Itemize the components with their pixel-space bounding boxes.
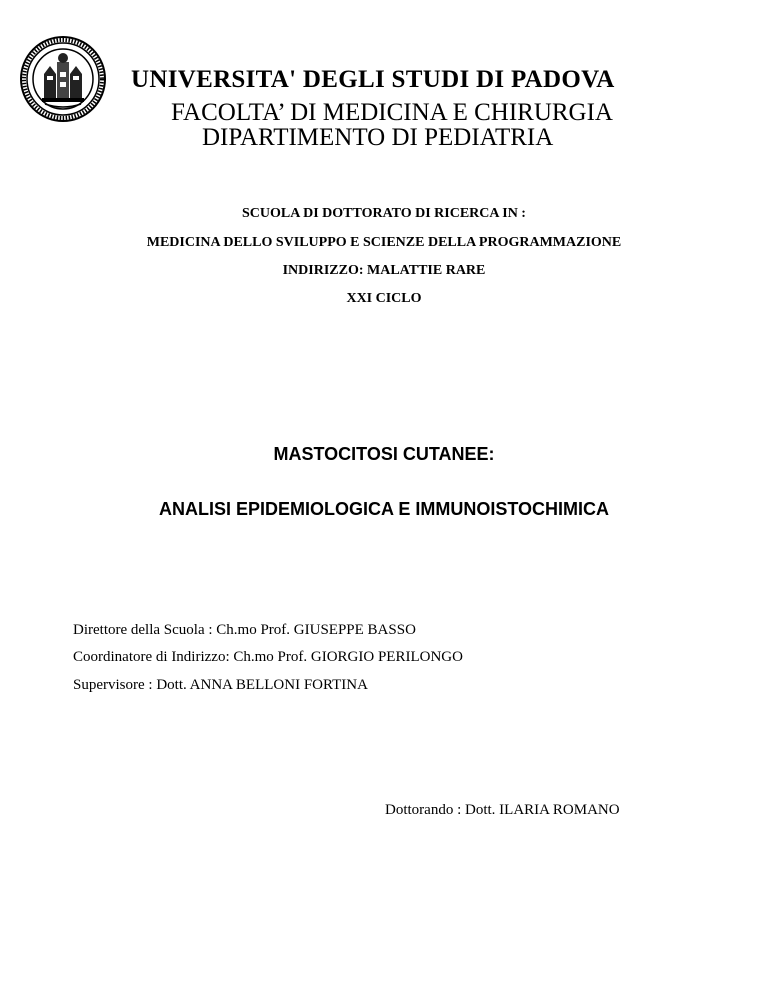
doctoral-program: MEDICINA DELLO SVILUPPO E SCIENZE DELLA PROGRAMMAZIONE xyxy=(146,235,622,250)
department-name: DIPARTIMENTO DI PEDIATRIA xyxy=(202,124,554,151)
program-cycle: XXI CICLO xyxy=(346,291,422,306)
school-director: Direttore della Scuola : Ch.mo Prof. GIUSEPPE BASSO xyxy=(73,622,416,638)
supervisor: Supervisore : Dott. ANNA BELLONI FORTINA xyxy=(73,677,368,693)
thesis-title-line2: ANALISI EPIDEMIOLOGICA E IMMUNOISTOCHIMICA xyxy=(158,499,609,519)
faculty-name: FACOLTA’ DI MEDICINA E CHIRURGIA xyxy=(171,99,613,126)
program-address: INDIRIZZO: MALATTIE RARE xyxy=(282,263,486,278)
university-seal-icon xyxy=(20,36,106,122)
university-name: UNIVERSITA' DEGLI STUDI DI PADOVA xyxy=(131,66,615,93)
doctoral-student: Dottorando : Dott. ILARIA ROMANO xyxy=(385,802,620,818)
thesis-title-line1: MASTOCITOSI CUTANEE: xyxy=(273,444,495,464)
doctoral-school: SCUOLA DI DOTTORATO DI RICERCA IN : xyxy=(242,206,526,221)
address-coordinator: Coordinatore di Indirizzo: Ch.mo Prof. GIORGIO PERILONGO xyxy=(73,649,463,665)
